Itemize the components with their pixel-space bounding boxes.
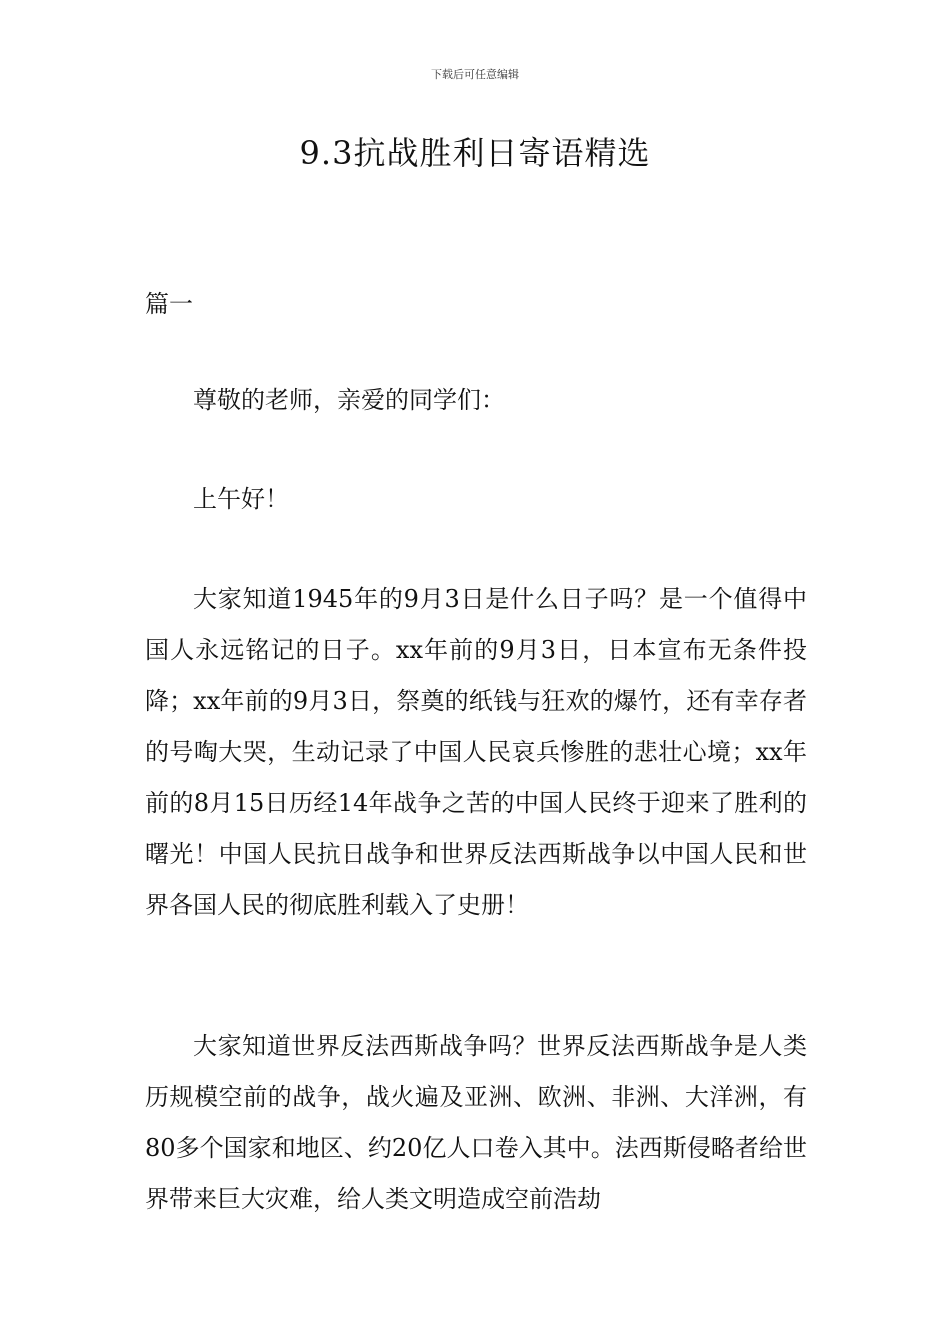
body-paragraph-2: 大家知道世界反法西斯战争吗？世界反法西斯战争是人类历规模空前的战争，战火遍及亚洲、欧洲、非洲、大洋洲，有80多个国家和地区、约20亿人口卷入其中。法西斯侵略者给世界带来巨大灾难，给人类文明造成空前浩劫 <box>145 1032 807 1213</box>
good-morning-paragraph: 上午好！ <box>193 485 289 513</box>
section-heading: 篇一 <box>145 290 193 318</box>
download-editable-note: 下载后可任意编辑 <box>431 68 519 81</box>
greeting-paragraph: 尊敬的老师，亲爱的同学们： <box>193 386 505 414</box>
body-paragraph-1: 大家知道1945年的9月3日是什么日子吗？是一个值得中国人永远铭记的日子。xx年前的9月3日，日本宣布无条件投降；xx年前的9月3日，祭奠的纸钱与狂欢的爆竹，还有幸存者的号啕大哭，生动记录了中国人民哀兵惨胜的悲壮心境；xx年前的8月15日历经14年战争之苦的中国人民终于迎来了胜利的曙光！中国人民抗日战争和世界反法西斯战争以中国人民和世界各国人民的彻底胜利载入了史册！ <box>145 585 807 919</box>
document-title: 9.3抗战胜利日寄语精选 <box>299 134 651 172</box>
